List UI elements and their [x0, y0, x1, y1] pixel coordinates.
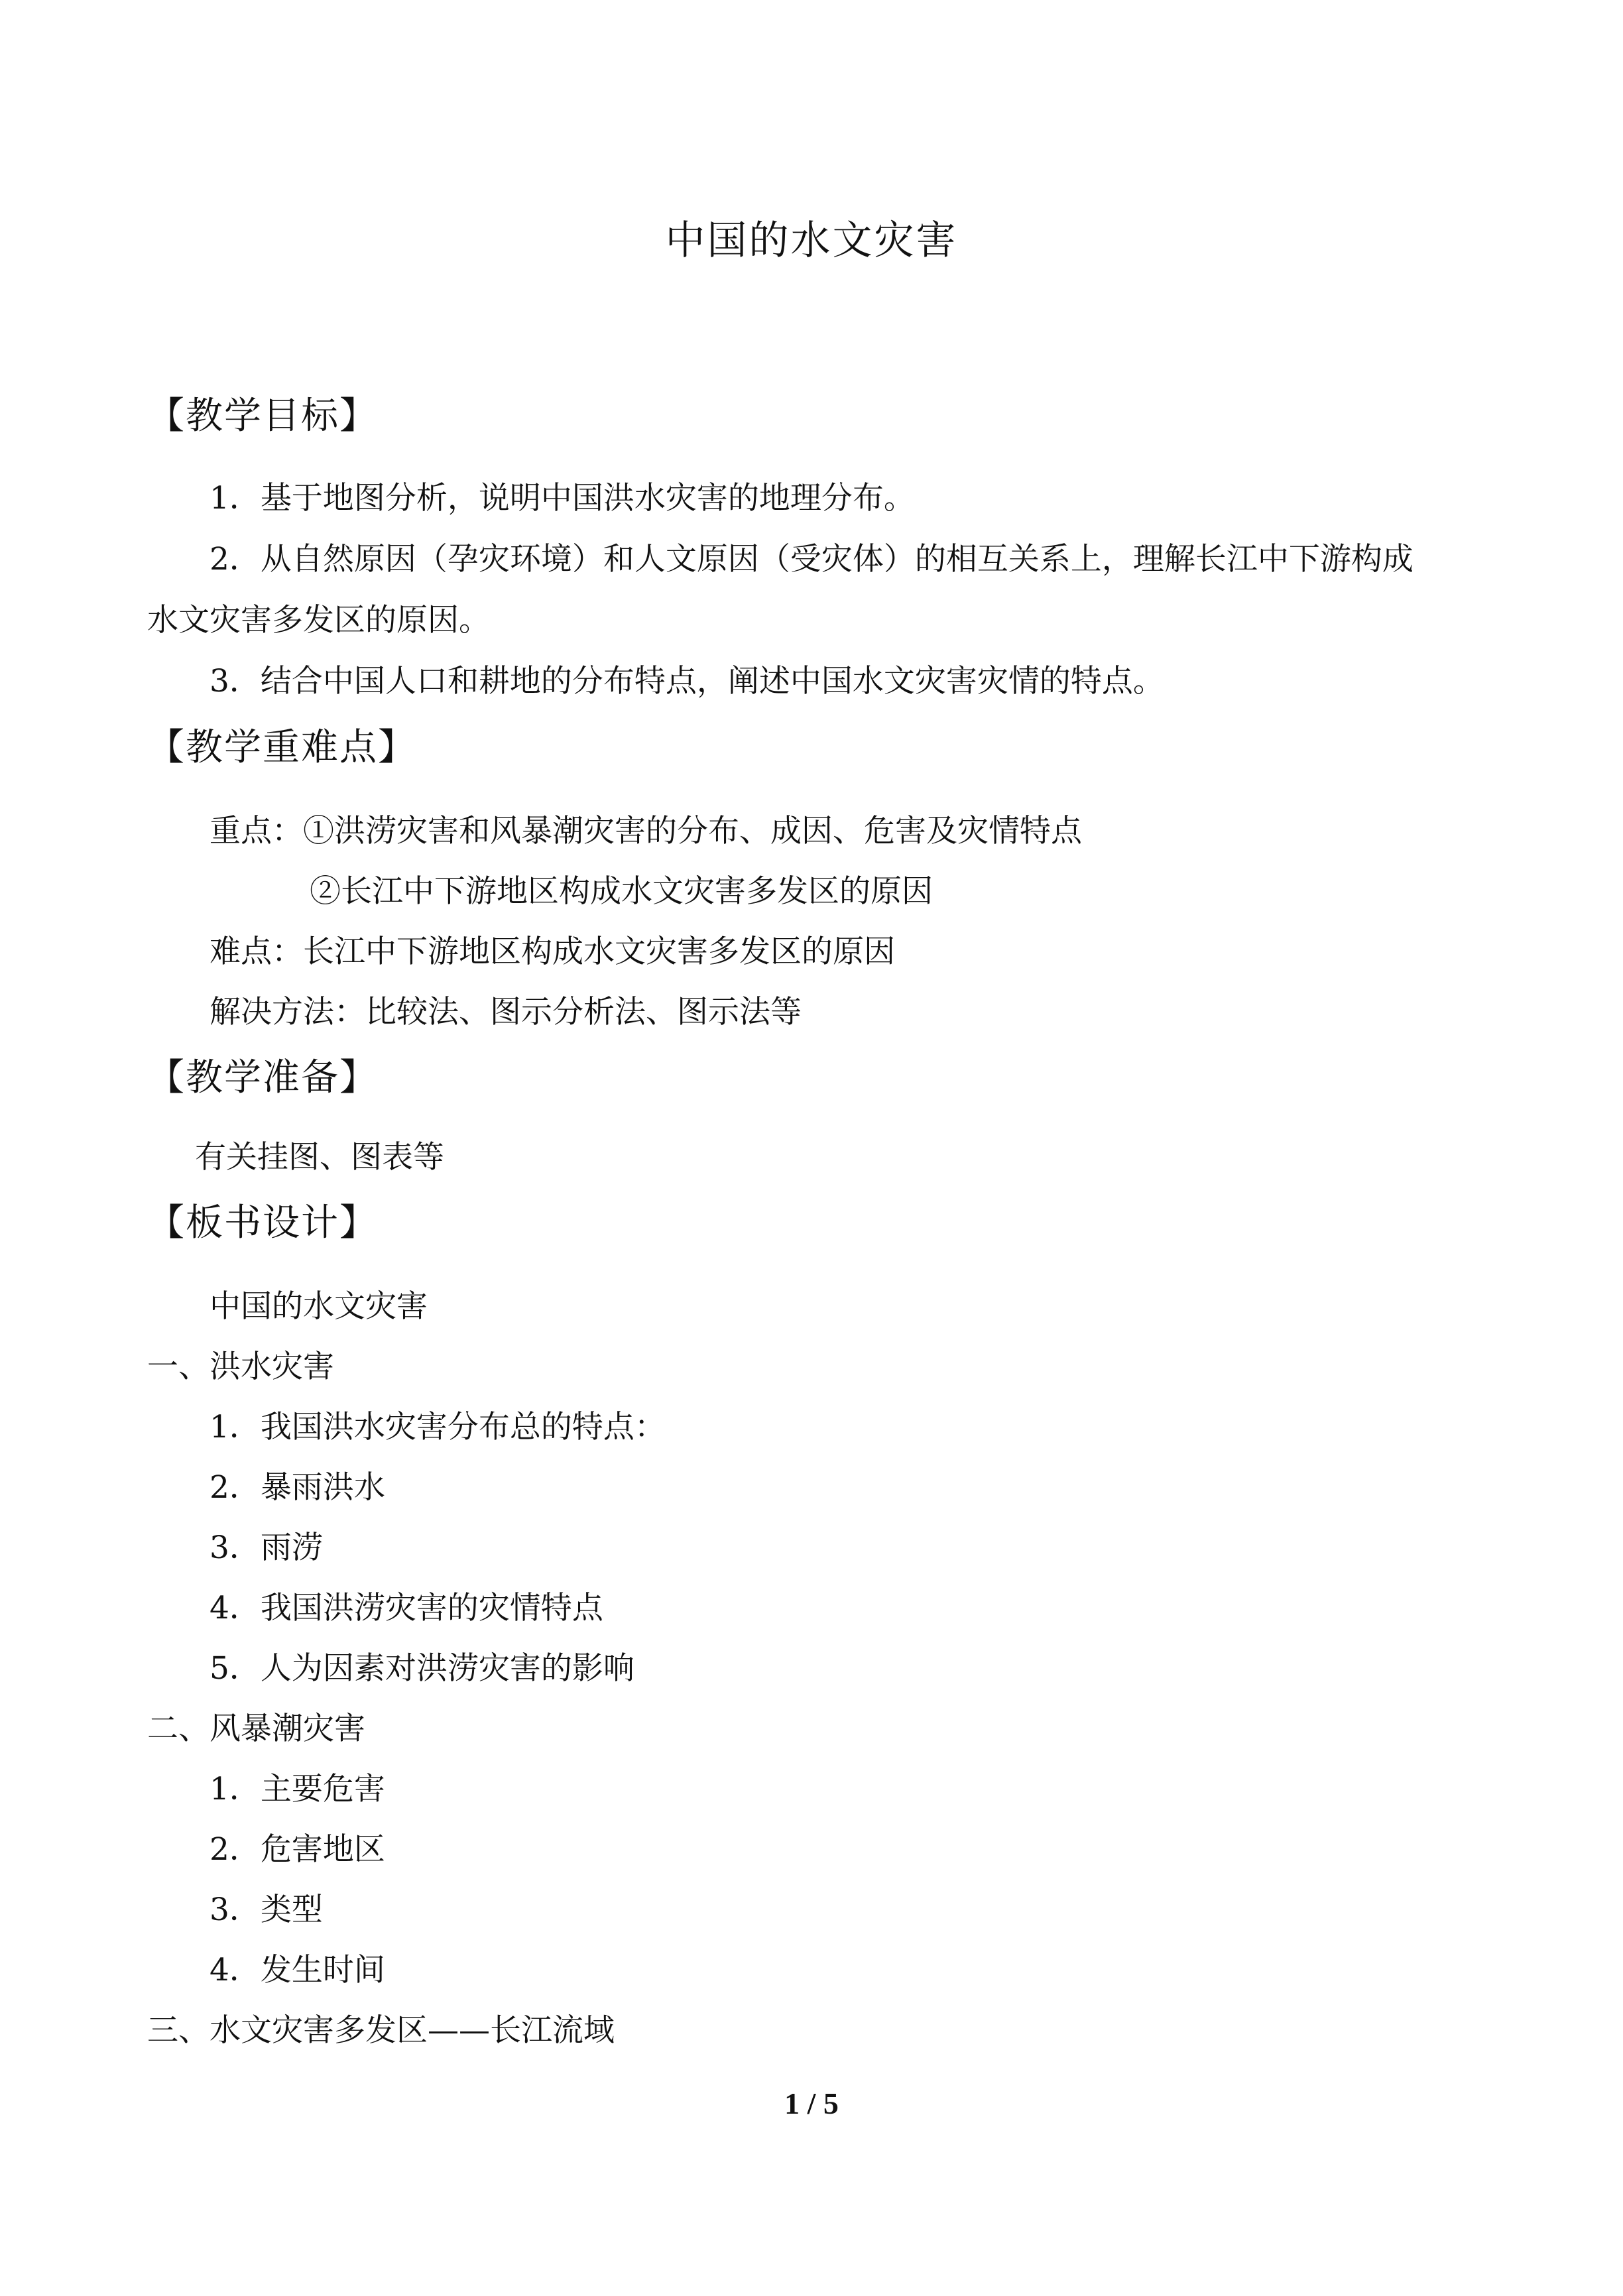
preparation-content	[147, 1127, 1486, 1187]
page-number: 1 / 5	[784, 2086, 839, 2120]
board-list-item: 5．人为因素对洪涝灾害的影响	[210, 1650, 634, 1687]
section-heading-preparation: 【教学准备】	[147, 1056, 378, 1099]
board-title: 中国的水文灾害	[210, 1288, 428, 1325]
key-point-focus-2: ②长江中下游地区构成水文灾害多发区的原因	[310, 873, 933, 910]
section-heading-key-points: 【教学重难点】	[147, 726, 416, 769]
board-list-item: 4．我国洪涝灾害的灾情特点	[210, 1590, 603, 1626]
board-list-item: 1．我国洪水灾害分布总的特点：	[210, 1409, 666, 1445]
board-list-item: 2．暴雨洪水	[210, 1469, 385, 1506]
board-design-content	[147, 1276, 1486, 2061]
key-point-focus: 重点：①洪涝灾害和风暴潮灾害的分布、成因、危害及灾情特点	[210, 813, 1082, 849]
board-list-item: 1．主要危害	[210, 1771, 385, 1807]
board-part-title: 三、水文灾害多发区——长江流域	[147, 2012, 615, 2049]
section-heading-objectives: 【教学目标】	[147, 394, 378, 438]
board-list-item: 3．类型	[210, 1892, 323, 1928]
key-point-difficulty: 难点：长江中下游地区构成水文灾害多发区的原因	[210, 934, 895, 970]
board-part-title: 二、风暴潮灾害	[147, 1711, 365, 1747]
key-point-method: 解决方法：比较法、图示分析法、图示法等	[210, 994, 802, 1030]
objective-item-continuation: 水文灾害多发区的原因。	[147, 602, 490, 638]
preparation-text: 有关挂图、图表等	[195, 1139, 444, 1176]
document-title: 中国的水文灾害	[665, 217, 958, 264]
board-list-item: 4．发生时间	[210, 1952, 385, 1988]
section-heading-board-design: 【板书设计】	[147, 1201, 378, 1244]
objectives-list	[147, 468, 1486, 712]
board-list-item: 2．危害地区	[210, 1831, 385, 1868]
objective-item: 1．基于地图分析，说明中国洪水灾害的地理分布。	[210, 480, 915, 516]
board-part-title: 一、洪水灾害	[147, 1349, 334, 1385]
objective-item: 2．从自然原因（孕灾环境）和人文原因（受灾体）的相互关系上，理解长江中下游构成	[210, 541, 1413, 577]
key-points-list	[147, 801, 1486, 1042]
board-list-item: 3．雨涝	[210, 1530, 323, 1566]
document-body	[147, 381, 1486, 2061]
objective-item: 3．结合中国人口和耕地的分布特点，阐述中国水文灾害灾情的特点。	[210, 663, 1164, 699]
